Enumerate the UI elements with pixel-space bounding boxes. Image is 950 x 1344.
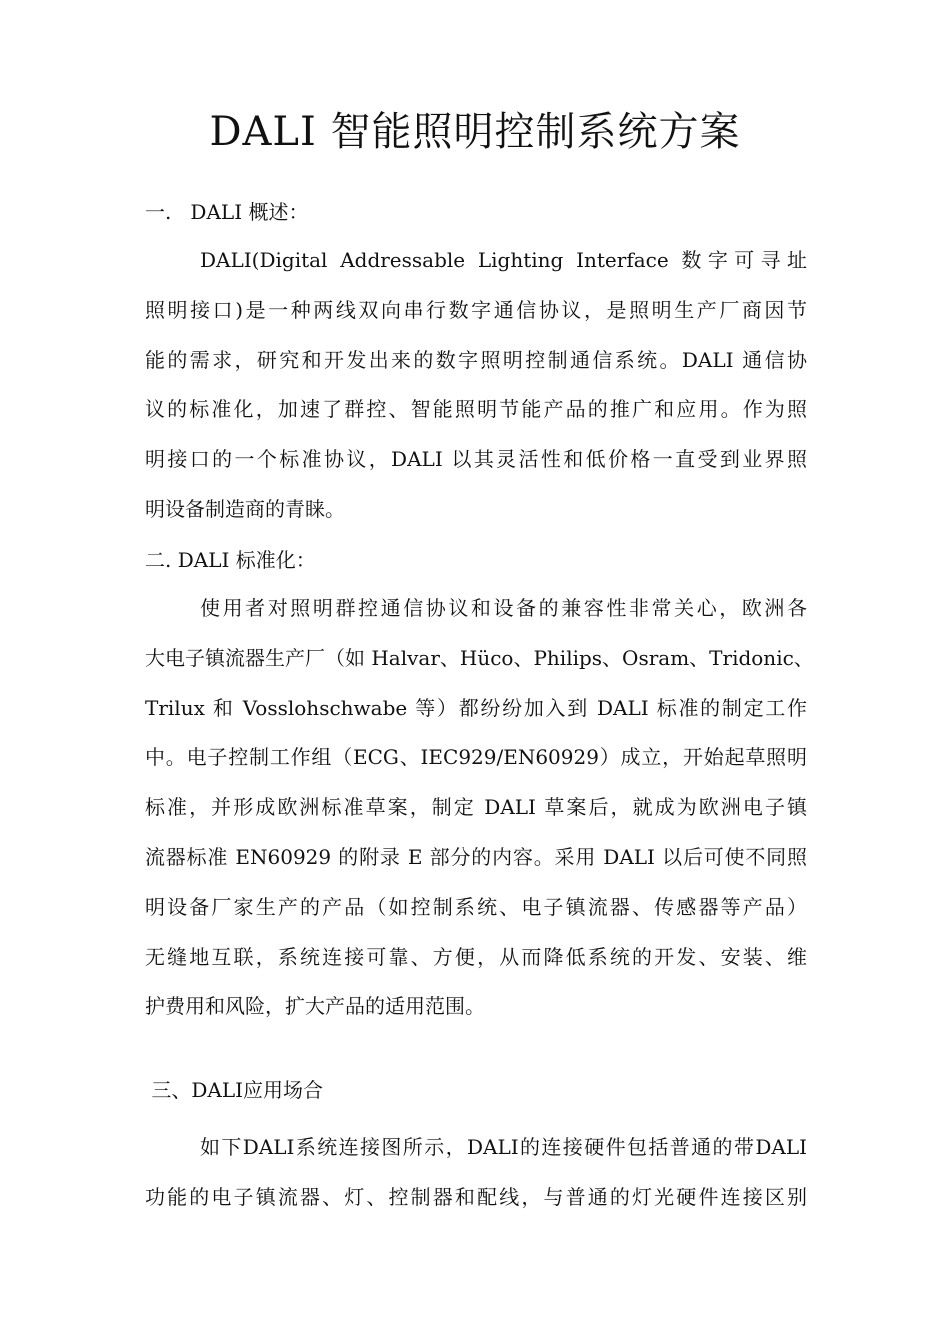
paragraph-line: 使用者对照明群控通信协议和设备的兼容性非常关心，欧洲各	[200, 596, 807, 620]
paragraph-line: 功能的电子镇流器、灯、控制器和配线，与普通的灯光硬件连接区别	[145, 1184, 807, 1209]
paragraph-line: 能的需求，研究和开发出来的数字照明控制通信系统。DALI 通信协	[145, 347, 807, 372]
section-heading-overview: 一. DALI 概述：	[145, 200, 309, 224]
paragraph-line: DALI(Digital Addressable Lighting Interface 数字可寻址	[200, 248, 807, 272]
paragraph-line: 流器标准 EN60929 的附录 E 部分的内容。采用 DALI 以后可使不同照	[145, 844, 807, 869]
paragraph-line: 护费用和风险，扩大产品的适用范围。	[145, 994, 485, 1019]
paragraph-line: 议的标准化，加速了群控、智能照明节能产品的推广和应用。作为照	[145, 397, 807, 422]
paragraph-line: 照明接口)是一种两线双向串行数字通信协议，是照明生产厂商因节	[145, 297, 807, 322]
paragraph-line: Trilux 和 Vosslohschwabe 等）都纷纷加入到 DALI 标准的制定工作	[145, 695, 807, 720]
section-heading-applications: 三、DALI应用场合	[145, 1078, 324, 1102]
section-heading-standardization: 二. DALI 标准化：	[145, 548, 316, 572]
document-title: DALI 智能照明控制系统方案	[209, 109, 741, 155]
paragraph-standardization	[145, 584, 814, 1032]
paragraph-line: 大电子镇流器生产厂（如 Halvar、Hüco、Philips、Osram、Tridonic、	[145, 645, 814, 670]
paragraph-line: 明设备制造商的青睐。	[145, 496, 345, 521]
paragraph-line: 明设备厂家生产的产品（如控制系统、电子镇流器、传感器等产品）	[145, 894, 807, 919]
paragraph-line: 中。电子控制工作组（ECG、IEC929/EN60929）成立，开始起草照明	[145, 745, 807, 770]
paragraph-line: 无缝地互联，系统连接可靠、方便，从而降低系统的开发、安装、维	[145, 944, 807, 969]
paragraph-applications	[145, 1123, 807, 1223]
paragraph-line: 如下DALI系统连接图所示，DALI的连接硬件包括普通的带DALI	[200, 1135, 807, 1159]
paragraph-overview	[145, 236, 807, 535]
paragraph-line: 标准，并形成欧洲标准草案，制定 DALI 草案后，就成为欧洲电子镇	[145, 795, 807, 820]
paragraph-line: 明接口的一个标准协议，DALI 以其灵活性和低价格一直受到业界照	[145, 447, 807, 472]
